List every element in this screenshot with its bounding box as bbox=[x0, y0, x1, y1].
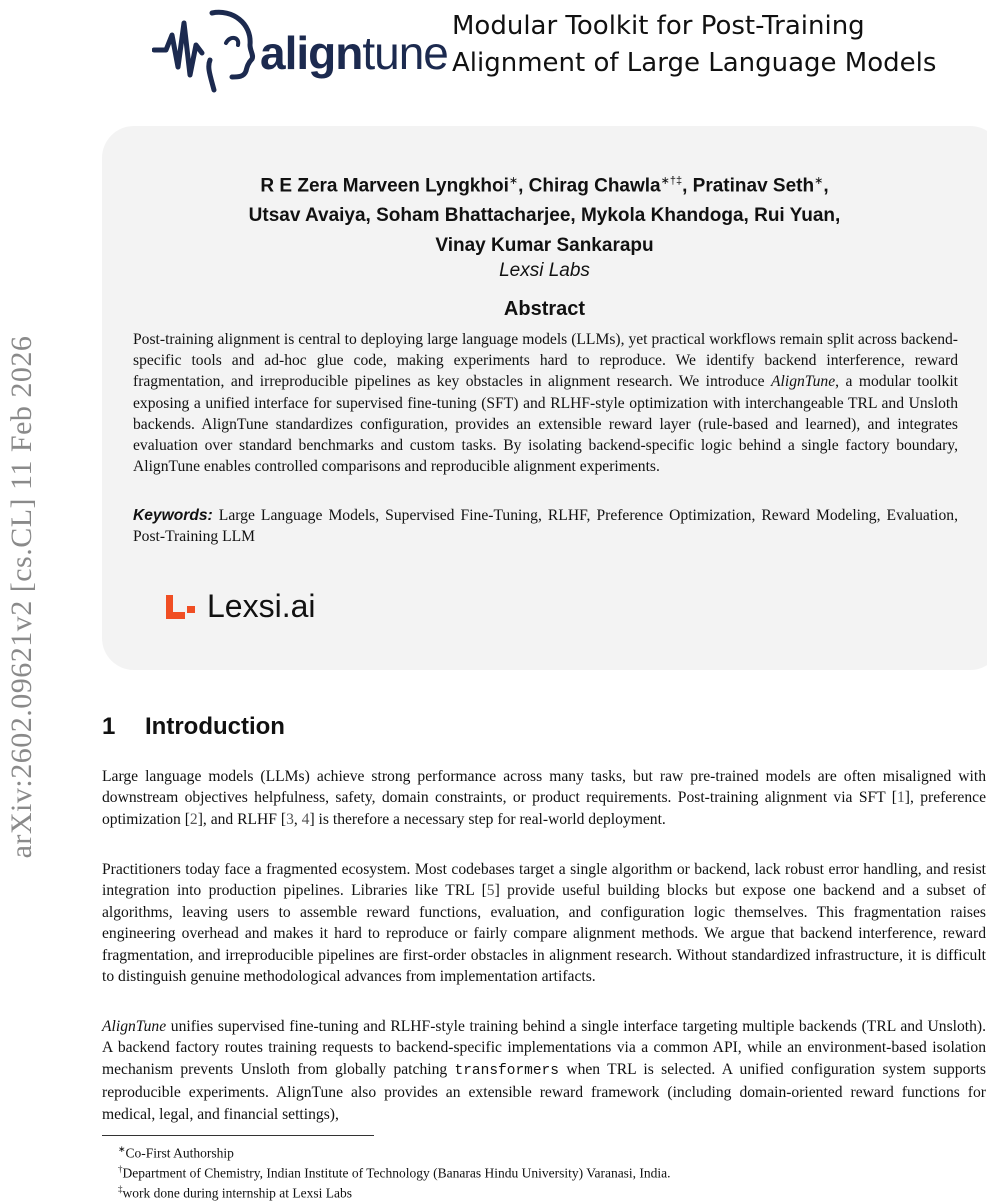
arxiv-identifier-stamp: arXiv:2602.09621v2 [cs.CL] 11 Feb 2026 bbox=[5, 335, 38, 859]
lexsi-l-icon bbox=[163, 593, 197, 621]
aligntune-logo: aligntune bbox=[260, 27, 448, 79]
abstract-heading: Abstract bbox=[503, 298, 586, 320]
keywords: Keywords: Large Language Models, Supervised Fine-Tuning, RLHF, Preference Optimization, Reward Modeling, Evaluation, Post-Training LLM bbox=[133, 507, 958, 546]
abstract-text: Post-training alignment is central to deploying large language models (LLMs), yet practical workflows remain split across backend-specific tools and ad-hoc glue code, making experiments hard to reproduce. We identify backend interference, reward fragmentation, and irreproducible pipelines as key obstacles in alignment research. We introduce AlignTune, a modular toolkit exposing a unified interface for supervised fine-tuning (SFT) and RLHF-style optimization with interchangeable TRL and Unsloth backends. AlignTune standardizes configuration, provides an extensible reward layer (rule-based and learned), and integrates evaluation over standard benchmarks and custom tasks. By isolating backend-specific logic behind a single factory boundary, AlignTune enables controlled comparisons and reproducible alignment experiments. bbox=[133, 331, 959, 476]
intro-paragraph-1: Large language models (LLMs) achieve strong performance across many tasks, but raw pre-trained models are often misaligned with downstream objectives helpfulness, safety, domain constraints, or product requirements. Post-training alignment via SFT [1], preference optimization [2], and RLHF [3, 4] is therefore a necessary step for real-world deployment. bbox=[102, 768, 986, 828]
paper-title-line-2: Alignment of Large Language Models bbox=[452, 48, 937, 78]
footnote: †Department of Chemistry, Indian Institute of Technology (Banaras Hindu University) Varanasi, India. bbox=[118, 1164, 671, 1181]
author-list: R E Zera Marveen Lyngkhoi∗, Chirag Chawla∗†‡, Pratinav Seth∗, Utsav Avaiya, Soham Bhattacharjee, Mykola Khandoga, Rui Yuan, Vinay Kumar Sankarapu bbox=[248, 175, 841, 257]
intro-paragraph-2: Practitioners today face a fragmented ecosystem. Most codebases target a single algorithm or backend, lack robust error handling, and resist integration into production pipelines. Libraries like TRL [5] provide useful building blocks but expose one backend and a subset of algorithms, leaving users to assemble reward functions, evaluation, and configuration logic themselves. This fragmentation raises engineering overhead and makes it hard to reproduce or fairly compare alignment methods. We argue that backend interference, reward fragmentation, and irreproducible pipelines are first-order obstacles in alignment research. Without standardized infrastructure, it is difficult to distinguish genuine methodological advances from implementation artifacts. bbox=[102, 861, 986, 986]
lexsi-logo: Lexsi.ai bbox=[163, 588, 316, 625]
footnote-divider bbox=[102, 1135, 374, 1136]
citation-link[interactable]: 3 bbox=[286, 810, 294, 828]
footnote: ∗Co-First Authorship bbox=[118, 1144, 234, 1161]
citation-link[interactable]: 4 bbox=[301, 810, 310, 828]
paper-title-line-1: Modular Toolkit for Post-Training bbox=[452, 11, 865, 41]
section-heading-introduction: 1 Introduction bbox=[102, 713, 285, 740]
paper-title bbox=[452, 8, 936, 82]
citation-link[interactable]: 5 bbox=[486, 882, 495, 900]
citation-link[interactable]: 2 bbox=[189, 810, 198, 828]
aligntune-head-wave-icon bbox=[152, 5, 257, 95]
intro-paragraph-3: AlignTune unifies supervised fine-tuning and RLHF-style training behind a single interface targeting multiple backends (TRL and Unsloth). A backend factory routes training requests to backend-specific implementations via a common API, while an environment-based isolation mechanism prevents Unsloth from globally patching transformers when TRL is selected. A unified configuration system supports reproducible experiments. AlignTune also provides an extensible reward framework (including domain-oriented reward functions for medical, legal, and financial settings), bbox=[102, 1018, 986, 1123]
title-banner bbox=[152, 0, 952, 100]
citation-link[interactable]: 1 bbox=[896, 789, 905, 807]
footnote: ‡work done during internship at Lexsi Labs bbox=[118, 1184, 352, 1201]
affiliation: Lexsi Labs bbox=[499, 260, 590, 281]
